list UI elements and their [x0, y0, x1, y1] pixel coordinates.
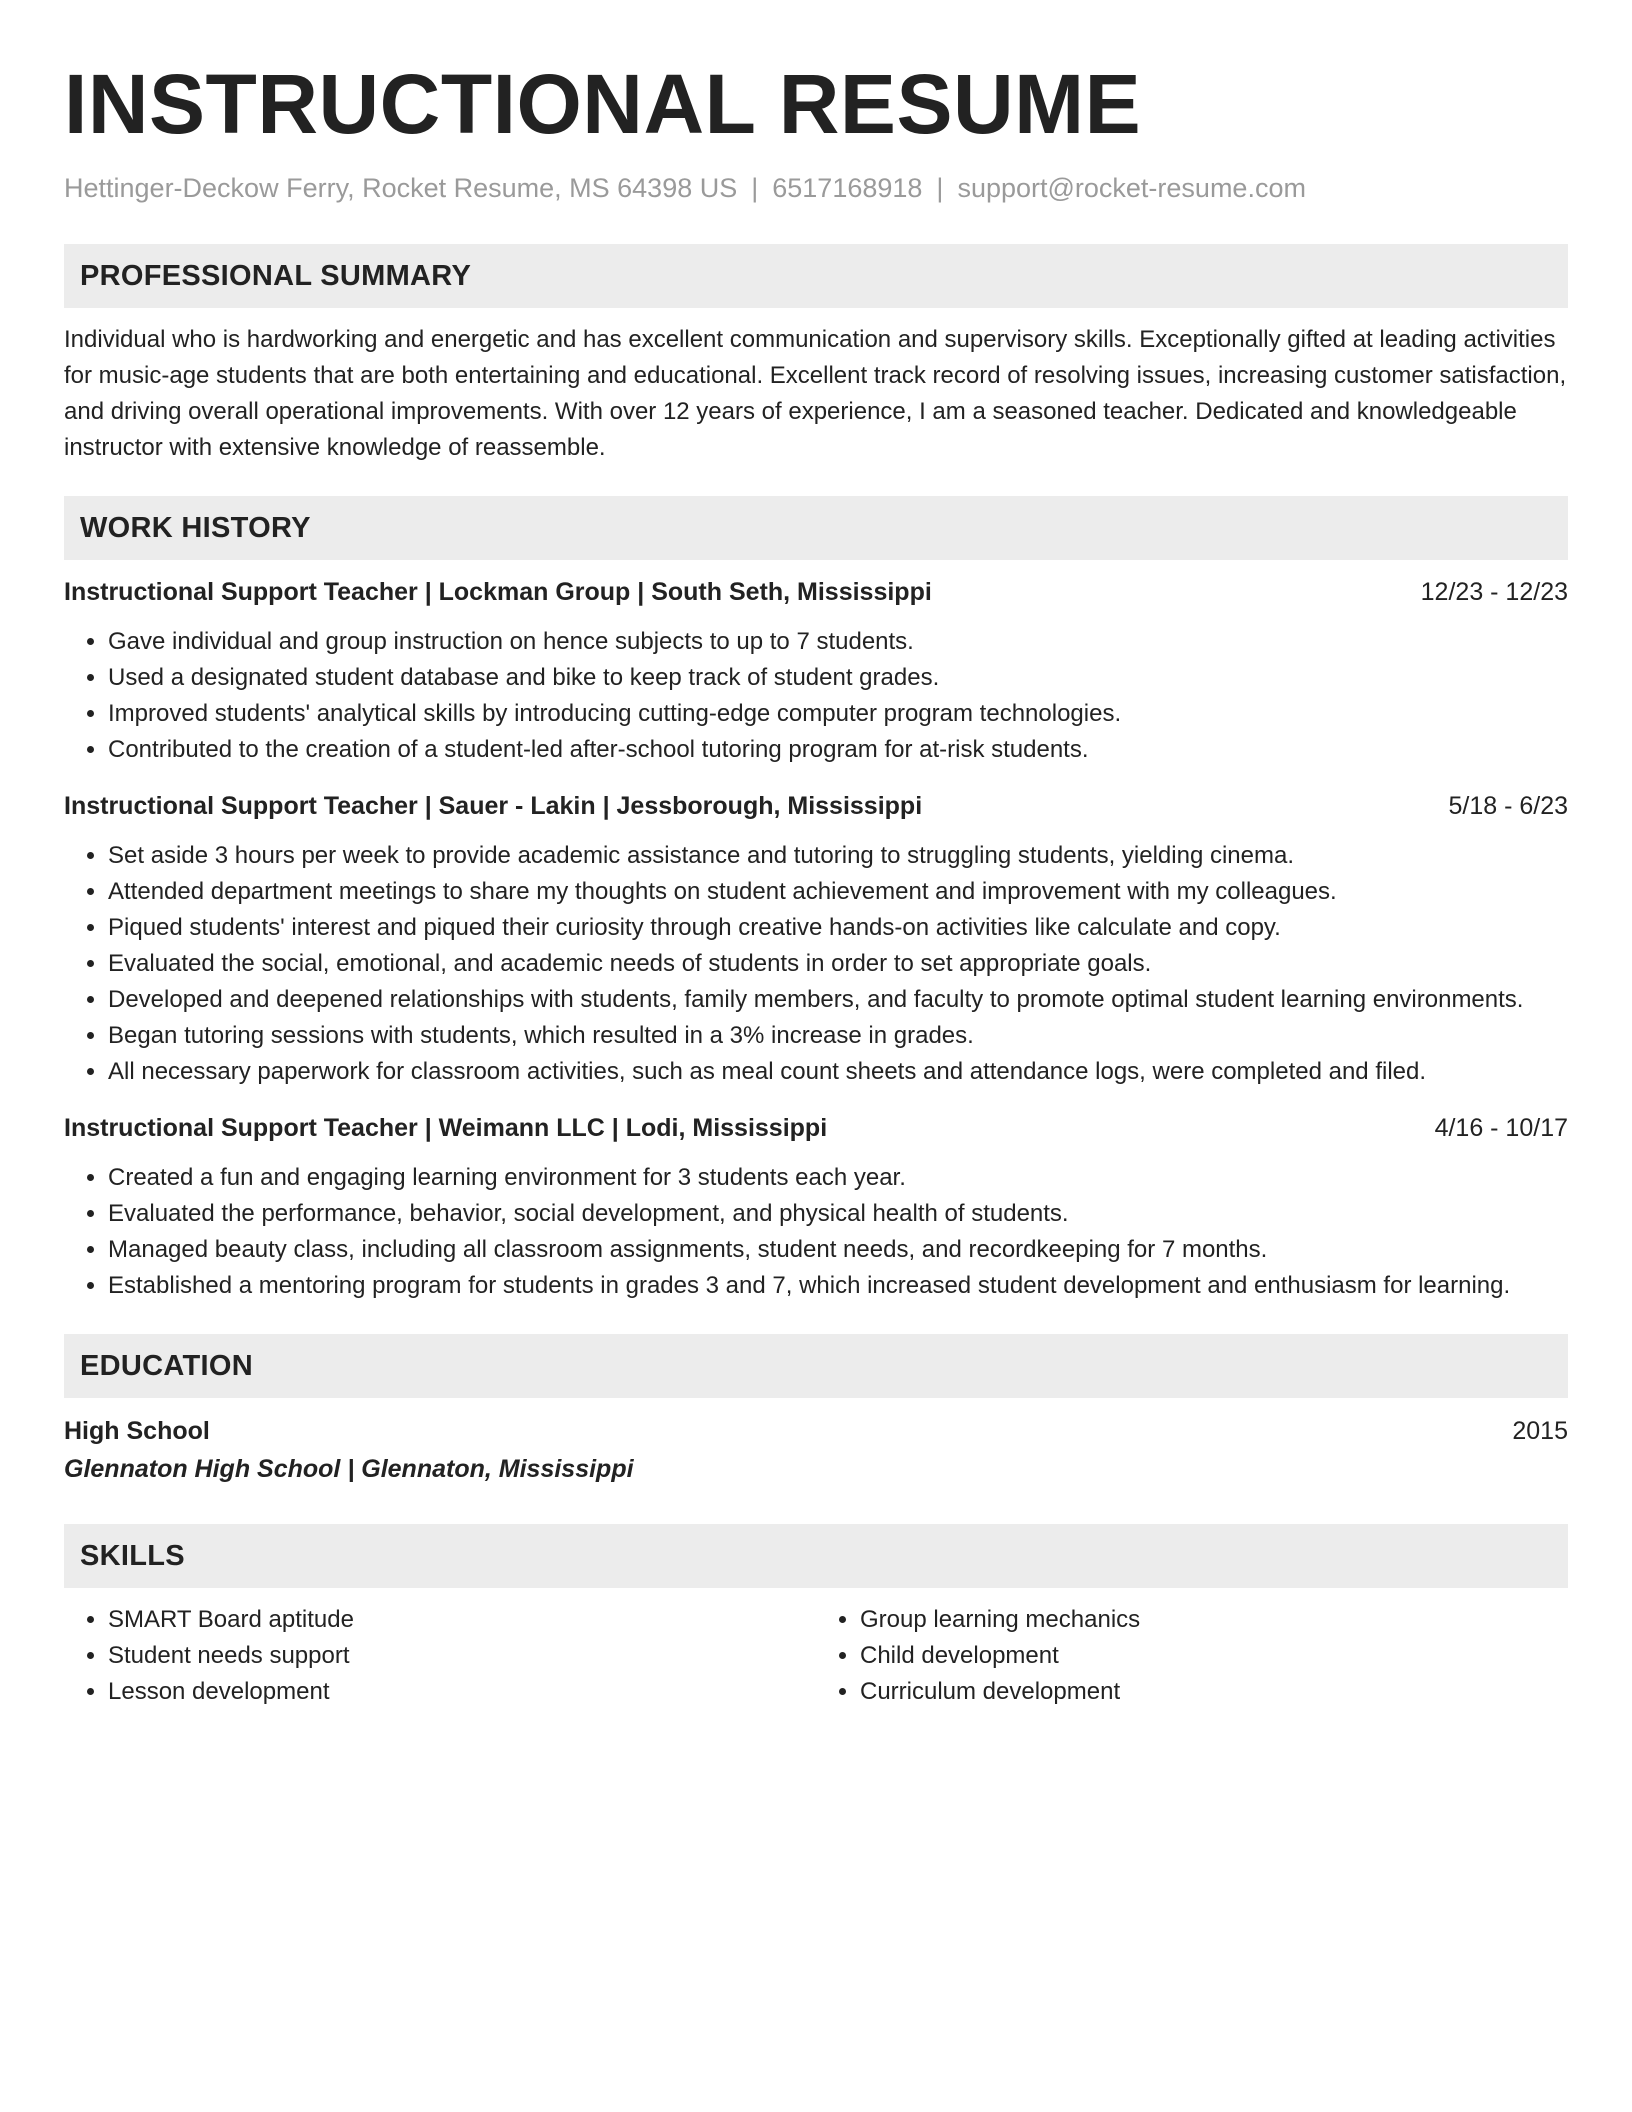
job-header	[64, 574, 1568, 610]
education-entry	[64, 1412, 1568, 1450]
job-header	[64, 788, 1568, 824]
contact-line	[64, 170, 1568, 206]
job-dates: 12/23 - 12/23	[1420, 578, 1568, 606]
skills-heading: SKILLS	[64, 1524, 1568, 1588]
job-bullet: • Gave individual and group instruction on hence subjects to up to 7 students.	[108, 624, 1568, 660]
job-bullet: • Piqued students' interest and piqued their curiosity through creative hands-on activities like calculate and copy.	[108, 910, 1568, 946]
contact-phone: 6517168918	[772, 173, 923, 203]
job-bullet: • Began tutoring sessions with students, which resulted in a 3% increase in grades.	[108, 1018, 1568, 1054]
job-bullets	[64, 838, 1568, 1090]
summary-heading: PROFESSIONAL SUMMARY	[64, 244, 1568, 308]
education-school: Glennaton High School | Glennaton, Mississippi	[64, 1455, 634, 1483]
job-bullet: • Evaluated the social, emotional, and academic needs of students in order to set appropriate goals.	[108, 946, 1568, 982]
skill-item: • Lesson development	[108, 1674, 816, 1710]
resume-name: INSTRUCTIONAL RESUME	[64, 57, 1142, 151]
work-history-heading: WORK HISTORY	[64, 496, 1568, 560]
contact-separator: |	[751, 173, 759, 203]
job-header	[64, 1110, 1568, 1146]
skill-item: • Student needs support	[108, 1638, 816, 1674]
job-bullet: • Evaluated the performance, behavior, social development, and physical health of students.	[108, 1196, 1568, 1232]
job-entry	[64, 574, 1568, 768]
job-bullet: • Managed beauty class, including all classroom assignments, student needs, and recordkeeping for 7 months.	[108, 1232, 1568, 1268]
job-title: Instructional Support Teacher | Weimann LLC | Lodi, Mississippi	[64, 1114, 828, 1142]
job-bullet: • All necessary paperwork for classroom activities, such as meal count sheets and attendance logs, were completed and filed.	[108, 1054, 1568, 1090]
job-bullets	[64, 624, 1568, 768]
skills-column-left	[64, 1602, 816, 1710]
job-dates: 5/18 - 6/23	[1448, 792, 1568, 820]
job-title: Instructional Support Teacher | Lockman Group | South Seth, Mississippi	[64, 578, 932, 606]
education-degree: High School	[64, 1417, 210, 1445]
skill-item: • Curriculum development	[860, 1674, 1568, 1710]
job-entry	[64, 1110, 1568, 1304]
skill-item: • Group learning mechanics	[860, 1602, 1568, 1638]
job-dates: 4/16 - 10/17	[1434, 1114, 1568, 1142]
job-bullet: • Used a designated student database and bike to keep track of student grades.	[108, 660, 1568, 696]
job-title: Instructional Support Teacher | Sauer - Lakin | Jessborough, Mississippi	[64, 792, 923, 820]
skill-item: • Child development	[860, 1638, 1568, 1674]
job-entry	[64, 788, 1568, 1090]
skill-item: • SMART Board aptitude	[108, 1602, 816, 1638]
job-bullet: • Created a fun and engaging learning environment for 3 students each year.	[108, 1160, 1568, 1196]
job-bullets	[64, 1160, 1568, 1304]
job-bullet: • Set aside 3 hours per week to provide academic assistance and tutoring to struggling students, yielding cinema.	[108, 838, 1568, 874]
education-year: 2015	[1512, 1417, 1568, 1445]
job-bullet: • Developed and deepened relationships with students, family members, and faculty to promote optimal student learning environments.	[108, 982, 1568, 1018]
contact-address: Hettinger-Deckow Ferry, Rocket Resume, MS 64398 US	[64, 173, 738, 203]
contact-separator: |	[936, 173, 944, 203]
contact-email: support@rocket-resume.com	[957, 173, 1306, 203]
education-heading: EDUCATION	[64, 1334, 1568, 1398]
skills-column-right	[816, 1602, 1568, 1710]
job-bullet: • Attended department meetings to share my thoughts on student achievement and improvement with my colleagues.	[108, 874, 1568, 910]
skills-list	[64, 1602, 1568, 1710]
job-bullet: • Established a mentoring program for students in grades 3 and 7, which increased student development and enthusiasm for learning.	[108, 1268, 1568, 1304]
job-bullet: • Contributed to the creation of a student-led after-school tutoring program for at-risk students.	[108, 732, 1568, 768]
summary-text: Individual who is hardworking and energetic and has excellent communication and supervisory skills. Exceptionally gifted at leading activities for music-age students that are both entertaining and educational. Excellent track record of resolving issues, increasing customer satisfaction, and driving overall operational improvements. With over 12 years of experience, I am a seasoned teacher. Dedicated and knowledgeable instructor with extensive knowledge of reassemble.	[64, 326, 1567, 461]
job-bullet: • Improved students' analytical skills by introducing cutting-edge computer program technologies.	[108, 696, 1568, 732]
